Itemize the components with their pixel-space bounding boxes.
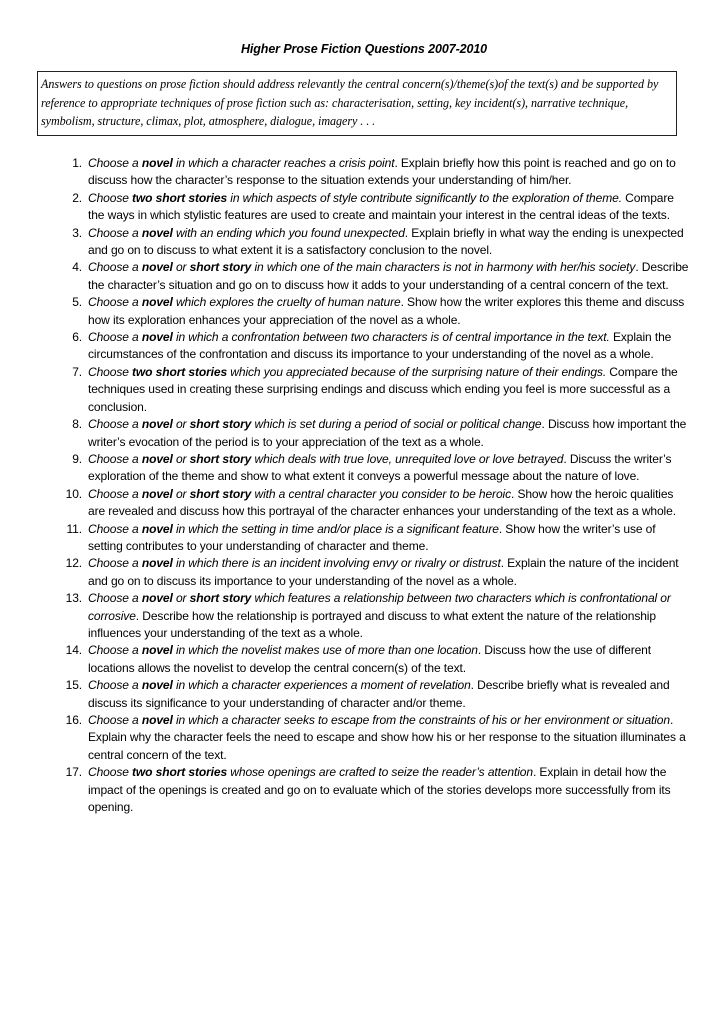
prompt-text: Choose (88, 190, 133, 205)
question-instructions: Explain the circumstances of the confrontation and discuss its importance to your understanding of the novel as a whole. (88, 330, 672, 362)
question-instructions: . Explain the nature of the incident and go on to discuss its importance to your understanding of the novel as a whole. (88, 556, 679, 588)
list-item (54, 364, 692, 416)
prompt-text: or (172, 486, 190, 501)
question-instructions: . Explain in detail how the impact of the openings is created and go on to evaluate which of the stories develops more successfully from its opening. (88, 765, 671, 815)
question-prompt (88, 643, 478, 657)
list-item (54, 190, 692, 225)
question-number: 7. (72, 364, 82, 379)
prompt-text: or (172, 591, 190, 606)
list-item (54, 590, 692, 642)
prompt-text: Choose a (88, 451, 142, 466)
prompt-text: in which a character reaches a crisis point (172, 156, 395, 170)
text-type-emphasis: novel (141, 260, 173, 275)
question-number: 16. (65, 713, 82, 727)
prompt-text: in which the setting in time and/or place is a significant feature (172, 521, 499, 536)
question-instructions: . Show how the heroic qualities are revealed and discuss how this portrayal of the character enhances your understanding of the text as a whole. (88, 486, 676, 519)
text-type-emphasis: novel (141, 225, 173, 240)
prompt-text: in which one of the main characters is not in harmony with her/his society (251, 260, 636, 275)
prompt-text: with an ending which you found unexpected (172, 225, 405, 240)
text-type-emphasis: novel (141, 156, 173, 170)
question-number: 15. (65, 678, 82, 693)
prompt-text: Choose a (88, 591, 142, 606)
list-item (54, 259, 692, 294)
question-number: 3. (72, 225, 82, 240)
question-prompt (88, 365, 606, 379)
question-instructions: . Explain why the character feels the need to escape and show how his or her response to the situation illuminates a central concern of the text. (88, 713, 686, 762)
prompt-text: in which a confrontation between two characters is of central importance in the text. (172, 330, 610, 345)
text-type-emphasis: short story (189, 591, 252, 606)
question-instructions: . Describe the character’s situation and go on to discuss how it adds to your understanding of a central concern of the text. (88, 260, 689, 292)
question-prompt (88, 452, 563, 466)
text-type-emphasis: two short stories (132, 765, 228, 780)
question-prompt (88, 765, 533, 779)
list-item (54, 225, 692, 260)
prompt-text: in which a character seeks to escape from the constraints of his or her environment or situation (172, 713, 670, 727)
question-number: 2. (72, 190, 82, 205)
prompt-text: Choose a (88, 330, 142, 345)
question-instructions: . Describe briefly what is revealed and discuss its significance to your understanding of character and/or theme. (88, 678, 670, 710)
question-prompt (88, 417, 542, 431)
prompt-text: Choose (88, 364, 133, 379)
question-instructions: Compare the techniques used in creating these surprising endings and discuss which ending you feel is more successful as a conclusion. (88, 364, 678, 414)
prompt-text: Choose a (88, 260, 142, 275)
question-prompt (88, 487, 511, 501)
list-item (54, 486, 692, 521)
prompt-text: which is set during a period of social or political change (251, 417, 542, 432)
prompt-text: which features a relationship between two characters which is confrontational or corrosive (88, 591, 671, 623)
question-prompt (88, 330, 610, 344)
text-type-emphasis: novel (141, 521, 173, 536)
prompt-text: Choose a (88, 556, 142, 571)
question-number: 4. (72, 260, 82, 275)
prompt-text: in which a character experiences a moment of revelation (172, 678, 471, 693)
question-instructions: . Discuss how important the writer’s evocation of the period is to your appreciation of the text as a whole. (88, 417, 687, 449)
question-prompt (88, 260, 635, 274)
text-type-emphasis: novel (141, 417, 173, 432)
text-type-emphasis: short story (189, 451, 252, 466)
intro-box: Answers to questions on prose fiction should address relevantly the central concern(s)/theme(s)of the text(s) and be supported by reference to appropriate techniques of prose fiction such as: characterisation, setting, key incident(s), narrative technique, symbolism, structure, climax, plot, atmosphere, dialogue, imagery . . . (37, 71, 677, 136)
question-number: 1. (72, 156, 82, 170)
list-item (54, 294, 692, 329)
prompt-text: Choose a (88, 678, 142, 693)
question-number: 11. (66, 521, 82, 536)
list-item (54, 555, 692, 590)
text-type-emphasis: novel (141, 486, 173, 501)
text-type-emphasis: novel (141, 591, 173, 606)
prompt-text: Choose a (88, 643, 142, 658)
question-prompt (88, 226, 405, 240)
prompt-text: in which aspects of style contribute significantly to the exploration of theme. (227, 190, 622, 205)
prompt-text: Choose a (88, 486, 142, 501)
prompt-text: which explores the cruelty of human nature (172, 295, 401, 310)
prompt-text: Choose a (88, 156, 142, 170)
question-prompt (88, 295, 401, 309)
text-type-emphasis: novel (141, 678, 173, 693)
question-number: 12. (65, 556, 82, 571)
prompt-text: Choose a (88, 225, 142, 240)
text-type-emphasis: two short stories (132, 190, 228, 205)
text-type-emphasis: novel (141, 556, 173, 571)
question-instructions: . Describe how the relationship is portrayed and discuss to what extent the nature of the relationship influences your understanding of the text as a whole. (88, 608, 656, 640)
list-item (54, 642, 692, 677)
question-instructions: Compare the ways in which stylistic features are used to create and maintain your interest in the central ideas of the texts. (88, 190, 674, 223)
question-prompt (88, 713, 670, 727)
question-prompt (88, 556, 501, 570)
question-number: 5. (72, 295, 82, 310)
question-instructions: . Show how the writer explores this theme and discuss how its exploration enhances your appreciation of the novel as a whole. (88, 295, 685, 327)
prompt-text: whose openings are crafted to seize the reader’s attention (227, 765, 533, 780)
list-item (54, 677, 692, 712)
question-number: 10. (65, 486, 82, 501)
question-instructions: . Explain briefly in what way the ending is unexpected and go on to discuss to what extent it is a satisfactory conclusion to the novel. (88, 225, 684, 258)
question-prompt (88, 678, 471, 692)
prompt-text: with a central character you consider to be heroic (251, 486, 511, 501)
text-type-emphasis: novel (141, 330, 173, 345)
list-item (54, 155, 692, 190)
prompt-text: in which there is an incident involving envy or rivalry or distrust (172, 556, 501, 571)
question-prompt (88, 522, 499, 536)
question-number: 8. (72, 417, 82, 432)
prompt-text: Choose a (88, 521, 142, 536)
question-instructions: . Discuss the writer’s exploration of the theme and show to what extent it conveys a powerful message about the nature of love. (88, 451, 672, 484)
text-type-emphasis: novel (141, 713, 173, 727)
question-number: 17. (65, 765, 82, 780)
list-item (54, 764, 692, 816)
text-type-emphasis: novel (141, 451, 173, 466)
question-number: 9. (72, 451, 82, 466)
page-title: Higher Prose Fiction Questions 2007-2010 (240, 42, 488, 56)
list-item (54, 451, 692, 486)
text-type-emphasis: short story (189, 486, 252, 501)
list-item (54, 329, 692, 364)
list-item (54, 416, 692, 451)
question-instructions: . Explain briefly how this point is reached and go on to discuss how the character’s response to the situation extends your understanding of him/her. (88, 156, 676, 188)
question-list (54, 155, 692, 816)
prompt-text: or (172, 417, 190, 432)
prompt-text: or (172, 260, 190, 275)
prompt-text: Choose a (88, 295, 142, 310)
prompt-text: Choose (88, 765, 133, 780)
question-number: 13. (65, 591, 82, 606)
question-prompt (88, 156, 394, 170)
question-number: 14. (65, 643, 82, 658)
prompt-text: Choose a (88, 417, 142, 432)
text-type-emphasis: two short stories (132, 364, 228, 379)
prompt-text: which you appreciated because of the surprising nature of their endings. (227, 364, 607, 379)
list-item (54, 712, 692, 764)
text-type-emphasis: short story (189, 260, 252, 275)
question-instructions: . Show how the writer’s use of setting contributes to your understanding of character and theme. (88, 521, 656, 553)
prompt-text: in which the novelist makes use of more than one location (172, 643, 478, 658)
prompt-text: Choose a (88, 713, 142, 727)
question-instructions: . Discuss how the use of different locations allows the novelist to develop the central concern(s) of the text. (88, 643, 651, 675)
text-type-emphasis: novel (141, 643, 173, 658)
prompt-text: which deals with true love, unrequited love or love betrayed (251, 451, 564, 466)
text-type-emphasis: short story (189, 417, 252, 432)
question-number: 6. (72, 330, 82, 345)
list-item (54, 521, 692, 556)
text-type-emphasis: novel (141, 295, 173, 310)
prompt-text: or (172, 451, 190, 466)
question-prompt (88, 191, 622, 205)
